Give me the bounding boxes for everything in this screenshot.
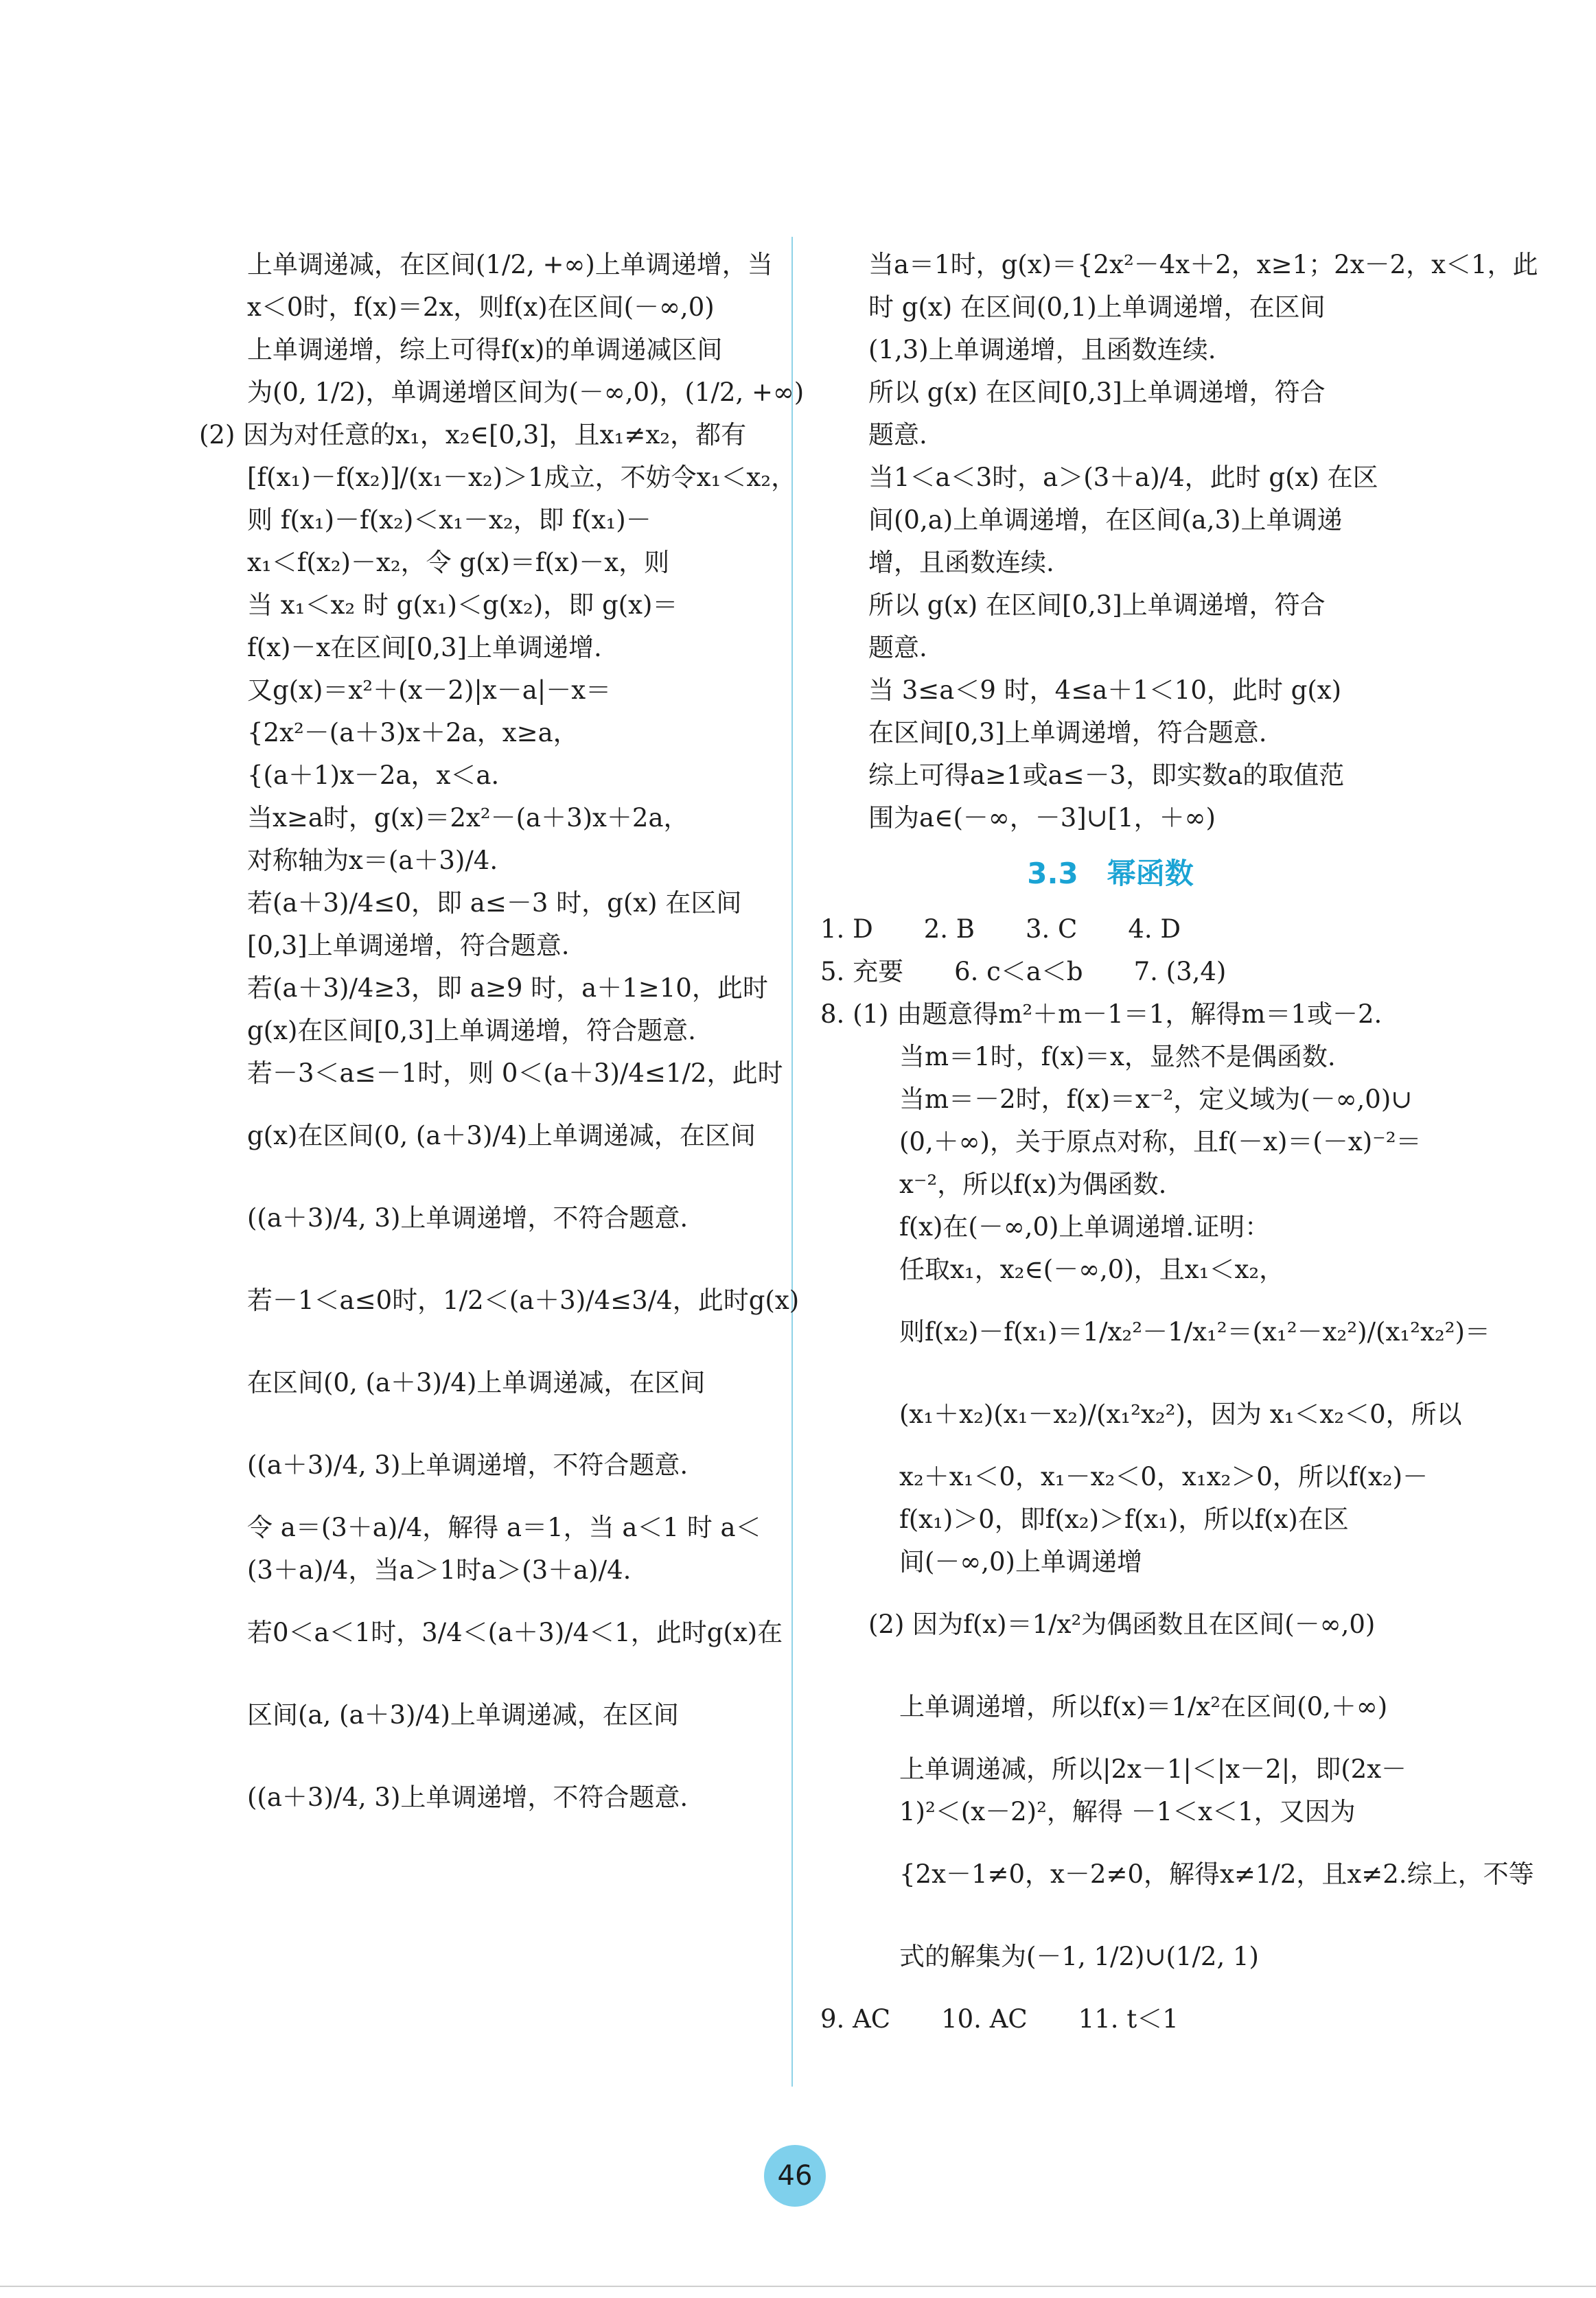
text-line: (2) 因为f(x)＝1/x²为偶函数且在区间(－∞,0) [868,1610,1376,1639]
text-line: 当 3≤a＜9 时，4≤a＋1＜10，此时 g(x) [868,675,1342,705]
text-line: 当m＝－2时，f(x)＝x⁻²，定义域为(－∞,0)∪ [899,1084,1413,1114]
text-line: x₂＋x₁＜0，x₁－x₂＜0，x₁x₂＞0，所以f(x₂)－ [899,1462,1429,1492]
text-line: f(x)在(－∞,0)上单调递增.证明： [899,1212,1271,1242]
text-line: 若(a＋3)/4≤0，即 a≤－3 时，g(x) 在区间 [247,888,742,918]
text-line: 时 g(x) 在区间(0,1)上单调递增，在区间 [868,292,1326,322]
text-line: 则f(x₂)－f(x₁)＝1/x₂²－1/x₁²＝(x₁²－x₂²)/(x₁²x₂²)＝ [899,1317,1490,1347]
text-line: 当 x₁＜x₂ 时 g(x₁)＜g(x₂)，即 g(x)＝ [247,590,678,620]
text-line: [0,3]上单调递增，符合题意. [247,931,570,960]
text-line: 任取x₁，x₂∈(－∞,0)，且x₁＜x₂， [899,1255,1285,1284]
text-line: g(x)在区间[0,3]上单调递增，符合题意. [247,1016,696,1045]
text-line: {2x－1≠0，x－2≠0，解得x≠1/2，且x≠2.综上，不等 [899,1859,1534,1889]
left-column [199,244,805,1839]
right-column [820,244,1538,2041]
text-line: (2) 因为对任意的x₁，x₂∈[0,3]，且x₁≠x₂，都有 [199,420,747,450]
text-line: 当a＝1时，g(x)＝{2x²－4x＋2，x≥1；2x－2，x＜1，此 [868,250,1538,279]
text-line: 区间(a, (a＋3)/4)上单调递减，在区间 [247,1700,679,1730]
text-line: 间(－∞,0)上单调递增 [899,1547,1142,1577]
text-line: 上单调递增，综上可得f(x)的单调递减区间 [247,335,723,364]
text-line: 1)²＜(x－2)²，解得 －1＜x＜1，又因为 [899,1797,1356,1826]
text-line: 对称轴为x＝(a＋3)/4. [247,846,498,875]
text-line: 若－3＜a≤－1时，则 0＜(a＋3)/4≤1/2，此时 [247,1058,783,1088]
text-line: 则 f(x₁)－f(x₂)＜x₁－x₂，即 f(x₁)－ [247,505,651,535]
text-line: 间(0,a)上单调递增，在区间(a,3)上单调递 [868,505,1343,535]
text-line: x₁＜f(x₂)－x₂，令 g(x)＝f(x)－x，则 [247,548,670,577]
text-line: 围为a∈(－∞，－3]∪[1，＋∞) [868,803,1216,833]
answer-line: 1. D 2. B 3. C 4. D [820,914,1181,944]
text-line: 当m＝1时，f(x)＝x，显然不是偶函数. [899,1042,1336,1071]
text-line: {2x²－(a＋3)x＋2a，x≥a， [247,718,579,747]
bottom-border [0,2286,1596,2287]
text-line: 题意. [868,633,927,662]
page-number-badge: 46 [764,2145,826,2207]
text-line: (1,3)上单调递增，且函数连续. [868,335,1216,364]
text-line: 式的解集为(－1, 1/2)∪(1/2, 1) [899,1942,1259,1971]
text-line: 上单调递减，在区间(1/2, +∞)上单调递增，当 [247,250,773,279]
text-line: 为(0, 1/2)，单调递增区间为(－∞,0)，(1/2, +∞) [247,378,805,407]
text-line: 当x≥a时，g(x)＝2x²－(a＋3)x＋2a， [247,803,689,833]
text-line: 若(a＋3)/4≥3，即 a≥9 时，a＋1≥10，此时 [247,973,768,1003]
text-line: ((a＋3)/4, 3)上单调递增，不符合题意. [247,1783,689,1812]
text-line: 若0＜a＜1时，3/4＜(a＋3)/4＜1，此时g(x)在 [247,1618,783,1647]
text-line: ((a＋3)/4, 3)上单调递增，不符合题意. [247,1450,689,1480]
text-line: {(a＋1)x－2a，x＜a. [247,761,500,790]
text-line: 所以 g(x) 在区间[0,3]上单调递增，符合 [868,590,1326,620]
text-line: 上单调递减，所以|2x－1|＜|x－2|，即(2x－ [899,1754,1407,1784]
text-line: [f(x₁)－f(x₂)]/(x₁－x₂)＞1成立，不妨令x₁＜x₂， [247,463,797,492]
text-line: 令 a＝(3＋a)/4，解得 a＝1，当 a＜1 时 a＜ [247,1513,761,1542]
text-line: (0,＋∞)，关于原点对称，且f(－x)＝(－x)⁻²＝ [899,1127,1422,1157]
text-line: 在区间(0, (a＋3)/4)上单调递减，在区间 [247,1368,706,1397]
section-heading [820,839,1442,908]
text-line: 8. (1) 由题意得m²＋m－1＝1，解得m＝1或－2. [820,999,1383,1029]
answer-line: 5. 充要 6. c＜a＜b 7. (3,4) [820,957,1227,986]
text-line: x⁻²，所以f(x)为偶函数. [899,1170,1167,1199]
text-line: 上单调递增，所以f(x)＝1/x²在区间(0,＋∞) [899,1692,1388,1721]
text-line: (x₁＋x₂)(x₁－x₂)/(x₁²x₂²)，因为 x₁＜x₂＜0，所以 [899,1400,1462,1429]
text-line: 增，且函数连续. [868,548,1054,577]
text-line: f(x)－x在区间[0,3]上单调递增. [247,633,602,662]
text-line: 综上可得a≥1或a≤－3，即实数a的取值范 [868,761,1345,790]
text-line: 在区间[0,3]上单调递增，符合题意. [868,718,1267,747]
text-line: 若－1＜a≤0时，1/2＜(a＋3)/4≤3/4，此时g(x) [247,1286,800,1315]
text-line: 题意. [868,420,927,450]
text-line: x＜0时，f(x)＝2x，则f(x)在区间(－∞,0) [247,292,715,322]
text-line: 所以 g(x) 在区间[0,3]上单调递增，符合 [868,378,1326,407]
text-line: g(x)在区间(0, (a＋3)/4)上单调递减，在区间 [247,1121,756,1150]
text-line: 又g(x)＝x²＋(x－2)|x－a|－x＝ [247,675,612,705]
text-line: 当1＜a＜3时，a＞(3＋a)/4，此时 g(x) 在区 [868,463,1378,492]
section-number: 3.3 [1027,857,1078,890]
text-line: ((a＋3)/4, 3)上单调递增，不符合题意. [247,1203,689,1233]
answer-line: 9. AC 10. AC 11. t＜1 [820,2004,1179,2034]
text-line: f(x₁)＞0，即f(x₂)＞f(x₁)，所以f(x)在区 [899,1505,1349,1534]
section-title: 幂函数 [1107,857,1194,890]
column-divider [791,237,793,2087]
text-line: (3＋a)/4，当a＞1时a＞(3＋a)/4. [247,1555,632,1585]
